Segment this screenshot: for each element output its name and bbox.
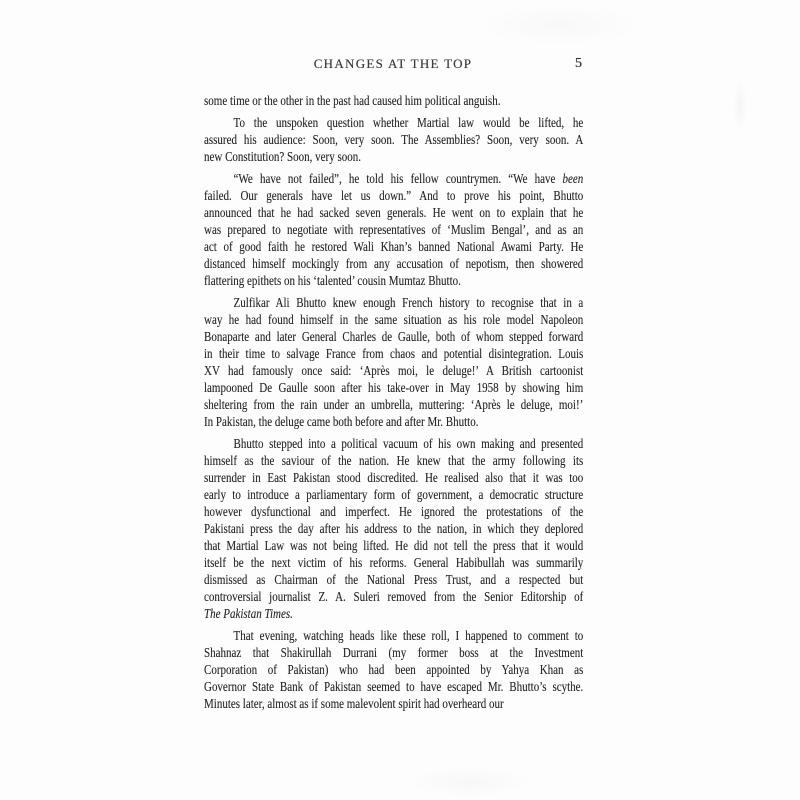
text-segment: himself as the saviour of the nation. He knew that the army following its: [204, 453, 584, 468]
italic-text-segment: been: [562, 171, 584, 186]
text-segment: To the unspoken question whether Martial law would be lifted, he: [233, 115, 584, 130]
page-text: [204, 92, 583, 712]
text-line: [204, 170, 583, 187]
text-segment: That evening, watching heads like these roll, I happened to comment to: [233, 628, 584, 643]
text-segment: lampooned De Gaulle soon after his take-over in May 1958 by showing him: [204, 380, 584, 395]
text-segment: flattering epithets on his ‘talented’ cousin Mumtaz Bhutto.: [204, 273, 461, 288]
text-line: [204, 114, 583, 131]
text-segment: some time or the other in the past had caused him political anguish.: [204, 93, 501, 108]
text-line: [204, 605, 583, 622]
text-line: [204, 571, 583, 588]
text-segment: that Martial Law was not being lifted. He did not tell the press that it would: [204, 538, 584, 553]
text-segment: way he had found himself in the same situation as his role model Napoleon: [204, 312, 584, 327]
text-segment: early to introduce a parliamentary form of government, a democratic structure: [204, 487, 584, 502]
text-line: [204, 644, 583, 661]
paragraph: [204, 92, 583, 109]
text-segment: Shahnaz that Shakirullah Durrani (my former boss at the Investment: [204, 645, 584, 660]
text-line: [204, 486, 583, 503]
text-line: [204, 678, 583, 695]
text-line: [204, 396, 583, 413]
text-line: [204, 554, 583, 571]
text-segment: Bhutto stepped into a political vacuum of his own making and presented: [233, 436, 584, 451]
text-line: [204, 362, 583, 379]
page-number: 5: [575, 56, 582, 71]
text-segment: Corporation of Pakistan) who had been appointed by Yahya Khan as: [204, 662, 584, 677]
text-line: [204, 695, 583, 712]
paragraph: [204, 294, 583, 430]
paragraph: [204, 627, 583, 712]
text-segment: surrender in East Pakistan stood discredited. He realised also that it was too: [204, 470, 584, 485]
text-segment: XV had famously once said: ‘Après moi, le deluge!’ A British cartoonist: [204, 363, 584, 378]
text-line: [204, 272, 583, 289]
text-segment: act of good faith he restored Wali Khan’s banned National Awami Party. He: [204, 239, 584, 254]
text-line: [204, 435, 583, 452]
text-segment: controversial journalist Z. A. Suleri removed from the Senior Editorship of: [204, 589, 584, 604]
text-line: [204, 328, 583, 345]
text-line: [204, 311, 583, 328]
text-line: [204, 294, 583, 311]
text-segment: Bonaparte and later General Charles de Gaulle, both of whom stepped forward: [204, 329, 584, 344]
italic-text-segment: The Pakistan Times.: [204, 606, 293, 621]
text-line: [204, 92, 583, 109]
text-line: [204, 379, 583, 396]
text-line: [204, 131, 583, 148]
text-segment: failed. Our generals have let us down.” And to prove his point, Bhutto: [204, 188, 584, 203]
text-line: [204, 238, 583, 255]
text-segment: distanced himself mockingly from any accusation of nepotism, then showered: [204, 256, 584, 271]
text-segment: In Pakistan, the deluge came both before and after Mr. Bhutto.: [204, 414, 479, 429]
text-line: [204, 627, 583, 644]
text-segment: assured his audience: Soon, very soon. The Assemblies? Soon, very soon. A: [204, 132, 584, 147]
text-line: [204, 148, 583, 165]
text-line: [204, 503, 583, 520]
paragraph: [204, 435, 583, 622]
text-line: [204, 588, 583, 605]
text-segment: “We have not failed”, he told his fellow countrymen. “We have: [233, 171, 563, 186]
text-line: [204, 221, 583, 238]
text-segment: sheltering from the rain under an umbrella, muttering: ‘Après le deluge, moi!’: [204, 397, 584, 412]
text-segment: however dysfunctional and imperfect. He ignored the protestations of the: [204, 504, 584, 519]
text-segment: Zulfikar Ali Bhutto knew enough French history to recognise that in a: [233, 295, 584, 310]
text-line: [204, 187, 583, 204]
text-line: [204, 469, 583, 486]
paragraph: [204, 114, 583, 165]
text-segment: itself be the next victim of his reforms. General Habibullah was summarily: [204, 555, 584, 570]
text-line: [204, 255, 583, 272]
text-line: [204, 345, 583, 362]
text-line: [204, 204, 583, 221]
text-segment: Minutes later, almost as if some malevolent spirit had overheard our: [204, 696, 504, 711]
text-line: [204, 413, 583, 430]
text-segment: in their time to salvage France from chaos and potential disintegration. Louis: [204, 346, 584, 361]
text-line: [204, 537, 583, 554]
chapter-title: CHANGES AT THE TOP: [313, 56, 473, 71]
text-line: [204, 520, 583, 537]
text-segment: was prepared to negotiate with representatives of ‘Muslim Bengal’, and as an: [204, 222, 584, 237]
paragraph: [204, 170, 583, 289]
text-line: [204, 661, 583, 678]
text-line: [204, 452, 583, 469]
text-segment: Governor State Bank of Pakistan seemed to have escaped Mr. Bhutto’s scythe.: [204, 679, 584, 694]
text-segment: new Constitution? Soon, very soon.: [204, 149, 361, 164]
text-segment: dismissed as Chairman of the National Press Trust, and a respected but: [204, 572, 584, 587]
running-header: [204, 56, 582, 74]
text-segment: announced that he had sacked seven generals. He went on to explain that he: [204, 205, 584, 220]
text-segment: Pakistani press the day after his address to the nation, in which they deplored: [204, 521, 584, 536]
